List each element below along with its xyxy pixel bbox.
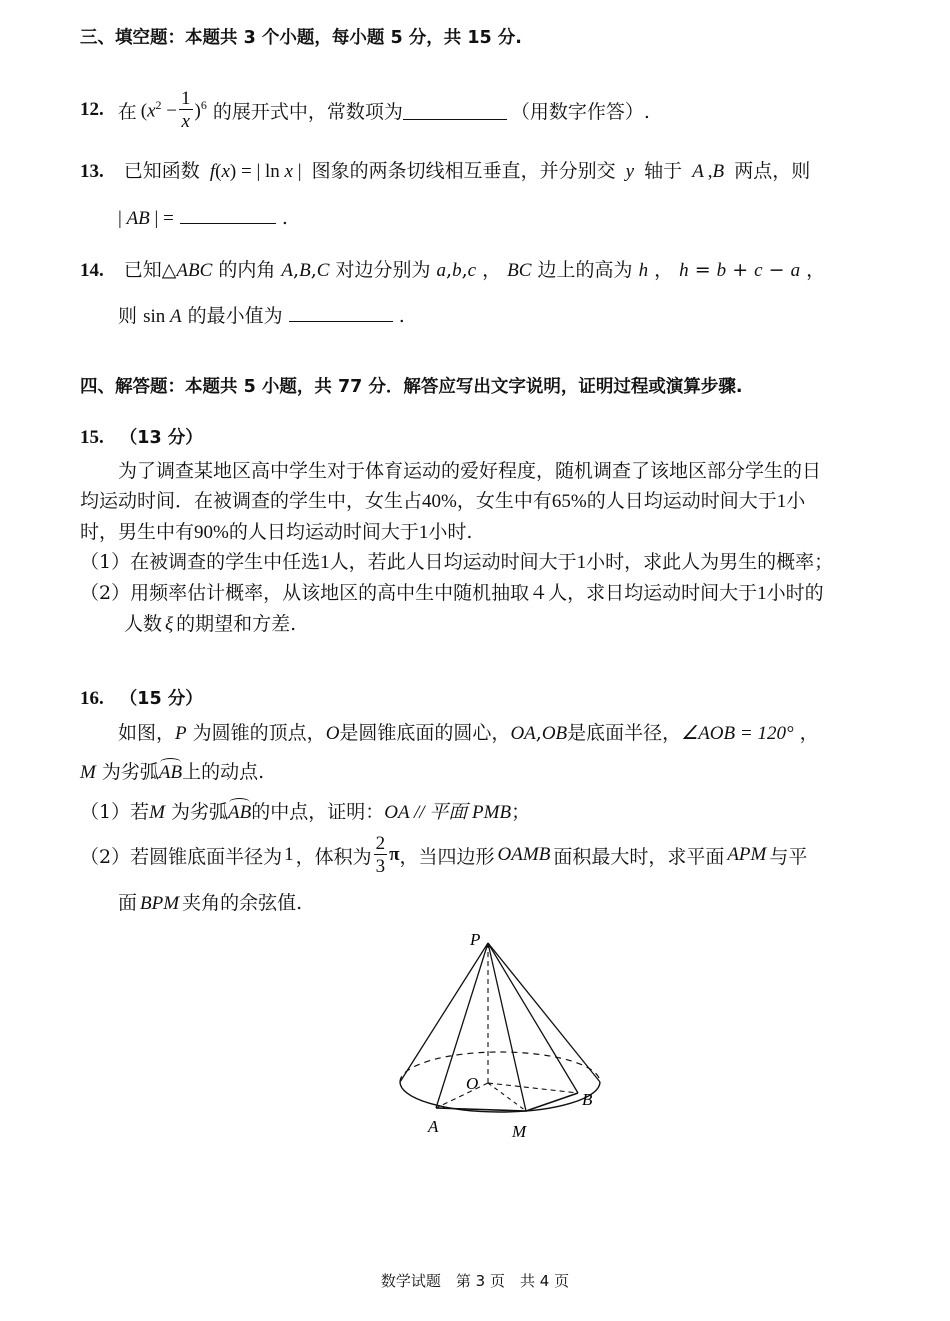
segment-PA <box>436 943 488 1108</box>
question-16-part-2-cont: 面 BPM 夹角的余弦值. <box>118 892 303 914</box>
question-15-line-3: 时，男生中有90%的人日均运动时间大于1小时. <box>80 521 473 543</box>
cone-right-edge <box>488 943 600 1082</box>
cone-left-edge <box>400 943 488 1082</box>
question-13-line-2: | AB | = . <box>118 207 288 229</box>
answer-blank <box>289 303 393 322</box>
fraction-two-thirds: $\frac{2}{3}$ <box>375 833 386 877</box>
question-16-line-2: M 为劣弧AB上的动点. <box>80 761 265 783</box>
segment-PB <box>488 943 578 1093</box>
question-15-part-2-cont: 人数 ξ 的期望和方差. <box>124 613 297 635</box>
question-16-header: 16. （15 分） <box>80 688 203 709</box>
label-O: O <box>466 1074 479 1093</box>
question-16-line-1: 如图，P 为圆锥的顶点，O是圆锥底面的圆心，OA,OB是底面半径，∠AOB = 120° ， <box>118 722 819 744</box>
segment-PM <box>488 943 526 1111</box>
question-16-part-1: （1）若M 为劣弧AB的中点，证明：OA // 平面 PMB； <box>80 801 531 823</box>
radius-OA <box>436 1083 488 1108</box>
label-A: A <box>428 1117 439 1136</box>
answer-blank <box>180 205 276 224</box>
radius-OB <box>488 1083 578 1093</box>
question-number: 12. <box>80 99 104 120</box>
question-15-part-2: （2）用频率估计概率，从该地区的高中生中随机抽取４人，求日均运动时间大于1小时的 <box>80 582 824 604</box>
page-footer: 数学试题 第 3 页 共 4 页 <box>380 1272 570 1290</box>
label-P: P <box>470 930 481 949</box>
expression: ($x^2$ − <box>140 97 177 122</box>
question-15-part-1: （1）在被调查的学生中任选1人，若此人日均运动时间大于1小时，求此人为男生的概率； <box>80 551 834 573</box>
base-front-arc <box>400 1082 600 1112</box>
question-15-line-2: 均运动时间．在被调查的学生中，女生占40%，女生中有65%的人日均运动时间大于1小 <box>80 490 806 512</box>
cone-figure <box>380 925 620 1145</box>
arc-AB: AB <box>158 762 183 783</box>
question-15-header: 15. （13 分） <box>80 427 203 448</box>
section-3-heading: 三、填空题：本题共 3 个小题，每小题 5 分，共 15 分. <box>80 28 522 48</box>
chord-AM <box>436 1108 526 1111</box>
question-16-part-2: （2）若圆锥底面半径为 1 ，体积为 $\frac{2}{3}$ π ，当四边形 OAMB 面积最大时，求平面 APM 与平 <box>80 833 808 877</box>
question-12: 12. 在 ($x^2$ − $\frac{1}{x}$ )$^6$ 的展开式中，常数项为 （用数字作答）. <box>80 88 650 132</box>
label-B: B <box>582 1090 593 1109</box>
answer-blank <box>403 101 507 120</box>
question-14-line-2: 则 sin A 的最小值为 . <box>118 305 405 327</box>
section-4-heading: 四、解答题：本题共 5 小题，共 77 分．解答应写出文字说明，证明过程或演算步骤. <box>80 377 743 397</box>
label-M: M <box>512 1122 527 1141</box>
question-15-line-1: 为了调查某地区高中学生对于体育运动的爱好程度，随机调查了该地区部分学生的日 <box>118 460 822 482</box>
question-13-line-1: 13. 已知函数 f(x) = | ln x | 图象的两条切线相互垂直，并分别交 y 轴于 A ,B 两点，则 <box>80 160 811 182</box>
fraction: $\frac{1}{x}$ <box>181 88 191 132</box>
question-14-line-1: 14. 已知△ABC 的内角 A,B,C 对边分别为 a,b,c ， BC 边上的高为 h ， h = b + c − a ， <box>80 259 826 281</box>
base-back-arc <box>400 1052 600 1082</box>
